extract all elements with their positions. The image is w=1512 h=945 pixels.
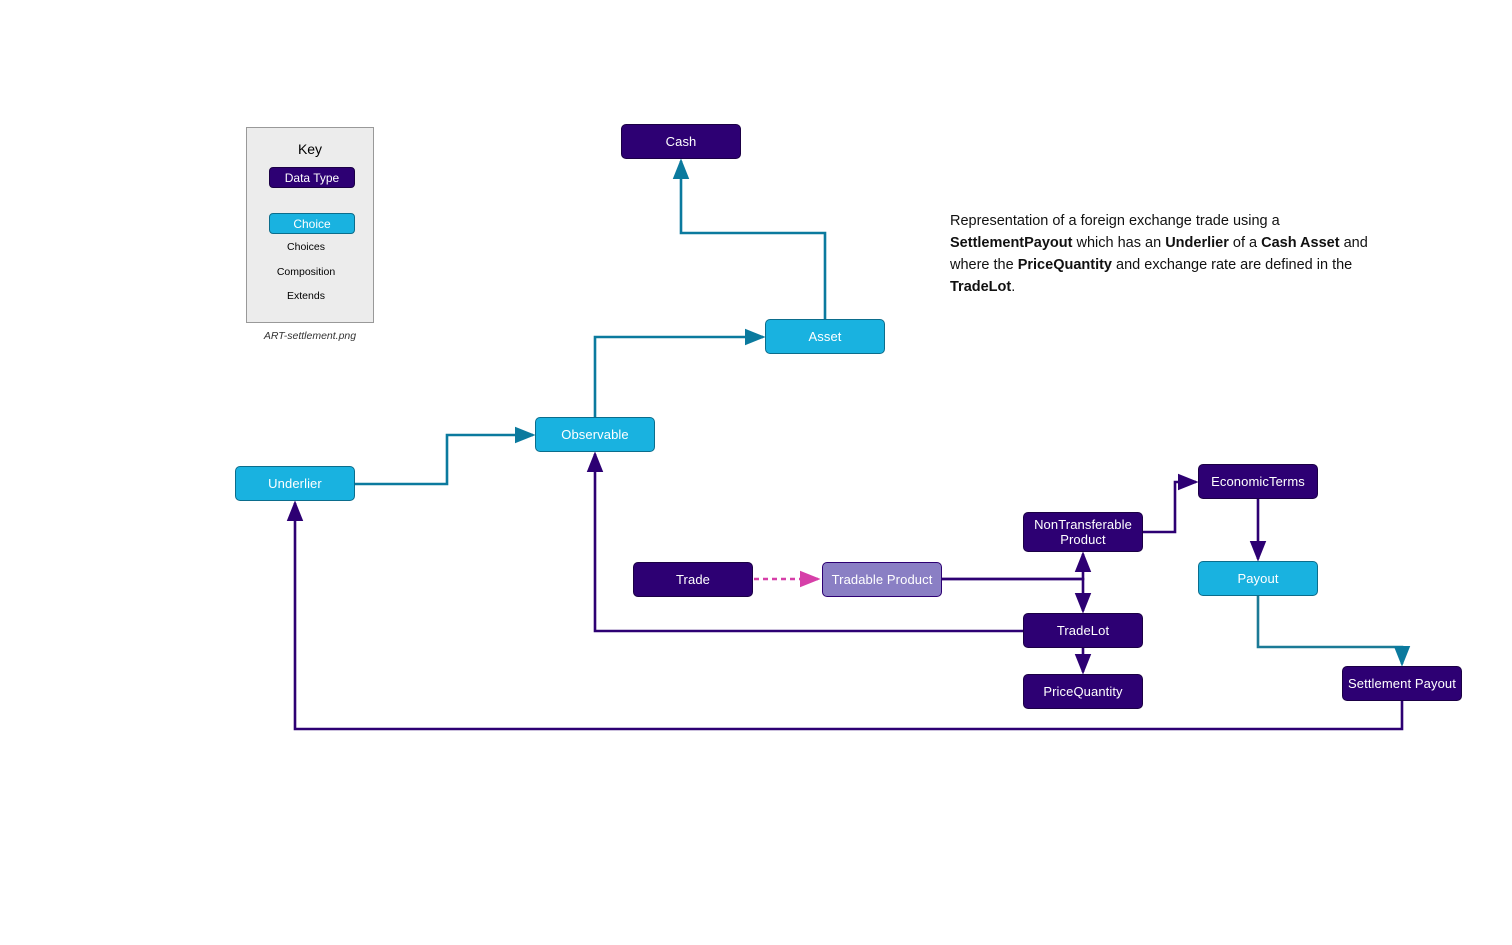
node-settlementpayout[interactable]: Settlement Payout: [1342, 666, 1462, 701]
node-nontransferableproduct[interactable]: NonTransferable Product: [1023, 512, 1143, 552]
description-part2: which has an: [1072, 235, 1166, 251]
key-datatype-swatch: Data Type: [269, 167, 355, 188]
node-asset[interactable]: Asset: [765, 319, 885, 354]
description-part1: Representation of a foreign exchange trade using a: [950, 213, 1280, 229]
node-underlier[interactable]: Underlier: [235, 466, 355, 501]
description-part5: and exchange rate are defined in the: [1112, 257, 1353, 273]
node-pricequantity[interactable]: PriceQuantity: [1023, 674, 1143, 709]
key-extends-label: Extends: [287, 290, 325, 302]
node-payout[interactable]: Payout: [1198, 561, 1318, 596]
key-choices-label: Choices: [287, 241, 325, 253]
description-part3: of a: [1228, 235, 1262, 251]
key-caption: ART-settlement.png: [263, 330, 357, 342]
description-bold2: Underlier: [1165, 235, 1229, 251]
key-composition-label: Composition: [276, 266, 336, 278]
key-title: Key: [297, 141, 323, 157]
node-cash[interactable]: Cash: [621, 124, 741, 159]
description-part6: .: [1011, 279, 1016, 295]
key-choice-swatch: Choice: [269, 213, 355, 234]
node-observable[interactable]: Observable: [535, 417, 655, 452]
description-bold4: PriceQuantity: [1017, 257, 1112, 273]
node-tradelot[interactable]: TradeLot: [1023, 613, 1143, 648]
description-bold5: TradeLot: [950, 279, 1012, 295]
node-trade[interactable]: Trade: [633, 562, 753, 597]
description-bold3: Cash Asset: [1261, 235, 1340, 251]
node-economicterms[interactable]: EconomicTerms: [1198, 464, 1318, 499]
diagram-description: [950, 210, 1370, 298]
description-bold1: SettlementPayout: [950, 235, 1073, 251]
description-part4: and where the: [950, 235, 1368, 273]
node-tradableproduct[interactable]: Tradable Product: [822, 562, 942, 597]
